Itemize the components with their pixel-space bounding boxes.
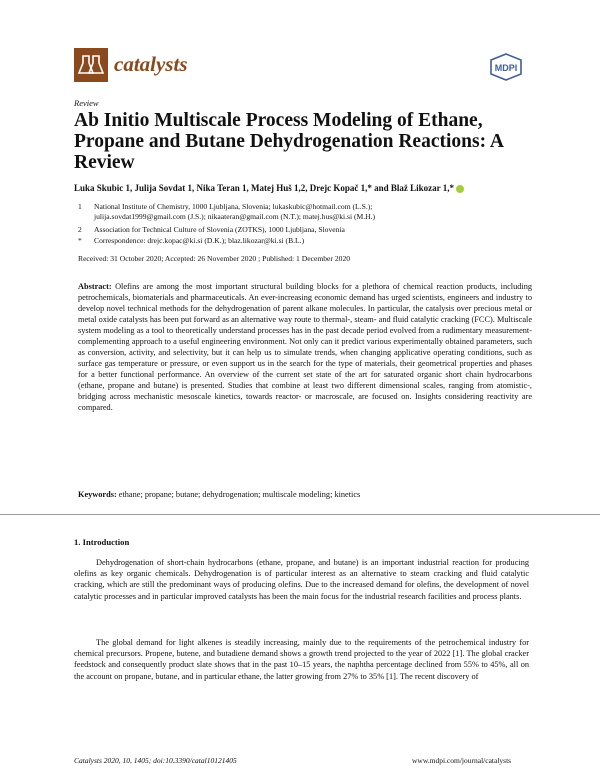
authors-text: Luka Skubic 1, Julija Sovdat 1, Nika Teran 1, Matej Huš 1,2, Drejc Kopač 1,* and Blaž Likozar 1,* — [74, 183, 454, 193]
author-list — [74, 183, 544, 193]
body-paragraph: Dehydrogenation of short-chain hydrocarbons (ethane, propane, and butane) is an important industrial reaction for producing olefins as key organic chemicals. Dehydrogenation is of particular interest as an alternative to steam cracking and fluid catalytic cracking, which are still the predominant ways of producing olefins. Due to the increased demand for olefins, the development of novel catalytic processes and in particular improved catalysts has been the main focus for the industrial research facilities and process plants. — [74, 558, 529, 601]
affiliation-mark: 2 — [78, 225, 82, 234]
affiliation-1 — [78, 202, 528, 222]
affiliation-line: Association for Technical Culture of Slovenia (ZOTKS), 1000 Ljubljana, Slovenia — [94, 225, 345, 234]
article-type: Review — [74, 98, 99, 108]
journal-name: catalysts — [114, 52, 188, 76]
orcid-icon[interactable] — [456, 185, 464, 193]
journal-logo-icon — [74, 48, 108, 82]
keywords — [78, 490, 532, 499]
affiliation-mark: * — [78, 236, 82, 245]
paper-title: Ab Initio Multiscale Process Modeling of Ethane, Propane and Butane Dehydrogenation Reactions: A Review — [74, 110, 503, 173]
mdpi-logo-text: MDPI — [494, 63, 518, 73]
affiliation-line: Correspondence: drejc.kopac@ki.si (D.K.); blaz.likozar@ki.si (B.L.) — [94, 236, 305, 245]
affiliation-mark: 1 — [78, 202, 82, 211]
body-paragraph: The global demand for light alkenes is steadily increasing, mainly due to the requirements of the petrochemical industry for chemical precursors. Propene, butene, and butadiene demand shows a growth trend projected to the year of 2022 [1]. The global cracker feedstock and consequently product slate shows that in the past 10–15 years, the naphtha percentage declined from 55% to 45%, all on the account on propane, butane, and in particular ethane, the latter growing from 27% to 35% [1]. The recent discovery of — [74, 638, 529, 681]
section-heading: 1. Introduction — [74, 537, 130, 547]
divider — [0, 514, 600, 515]
abstract-text: Olefins are among the most important structural building blocks for a plethora of chemical reaction products, including petrochemicals, biomaterials and pharmaceuticals. An ever-increasing economic demand has urged scientists, engineers and industry to develop novel technical methods for the dehydrogenation of parent alkane molecules. In particular, the catalysis over precious metal or metal oxide catalysts has been put forward as an alternative way route to thermal-, steam- and fluid catalytic cracking (FCC). Multiscale system modeling as a tool to theoretically understand processes has in the past decade period evolved from a rudimentary measurement-complementing approach to a useful engineering environment. Not only can it predict various experimentally obtained parameters, such as conversion, activity, and selectivity, but it can help us to simulate trends, when changing applicative operating conditions, such as surface gas temperature or pressure, or even support us in the search for the type of materials, their geometrical properties and phases for a better functional performance. An overview of the current set state of the art for saturated organic short chain hydrocarbons (ethane, propane and butane) is presented. Studies that combine at least two different dimensional scales, ranging from atomistic-, bridging across mechanistic mesoscale kinetics, towards reactor- or macroscale, are focused on. Insights considering reactivity are compared. — [78, 282, 533, 412]
publication-dates: Received: 31 October 2020; Accepted: 26 November 2020 ; Published: 1 December 2020 — [78, 254, 351, 263]
abstract-label: Abstract: — [78, 282, 112, 291]
mdpi-logo-icon — [487, 52, 525, 82]
affiliation-line: julija.sovdat1999@gmail.com (J.S.); nikaateran@gmail.com (N.T.); matej.hus@ki.si (M.H.) — [94, 212, 376, 221]
keywords-text: ethane; propane; butane; dehydrogenation; multiscale modeling; kinetics — [118, 490, 361, 499]
footer-citation: Catalysts 2020, 10, 1405; doi:10.3390/catal10121405 — [74, 756, 237, 765]
affiliation-line: National Institute of Chemistry, 1000 Ljubljana, Slovenia; lukaskubic@hotmail.com (L.S.); — [94, 202, 373, 211]
keywords-label: Keywords: — [78, 490, 117, 499]
abstract — [78, 281, 532, 413]
footer-url[interactable]: www.mdpi.com/journal/catalysts — [412, 756, 512, 765]
